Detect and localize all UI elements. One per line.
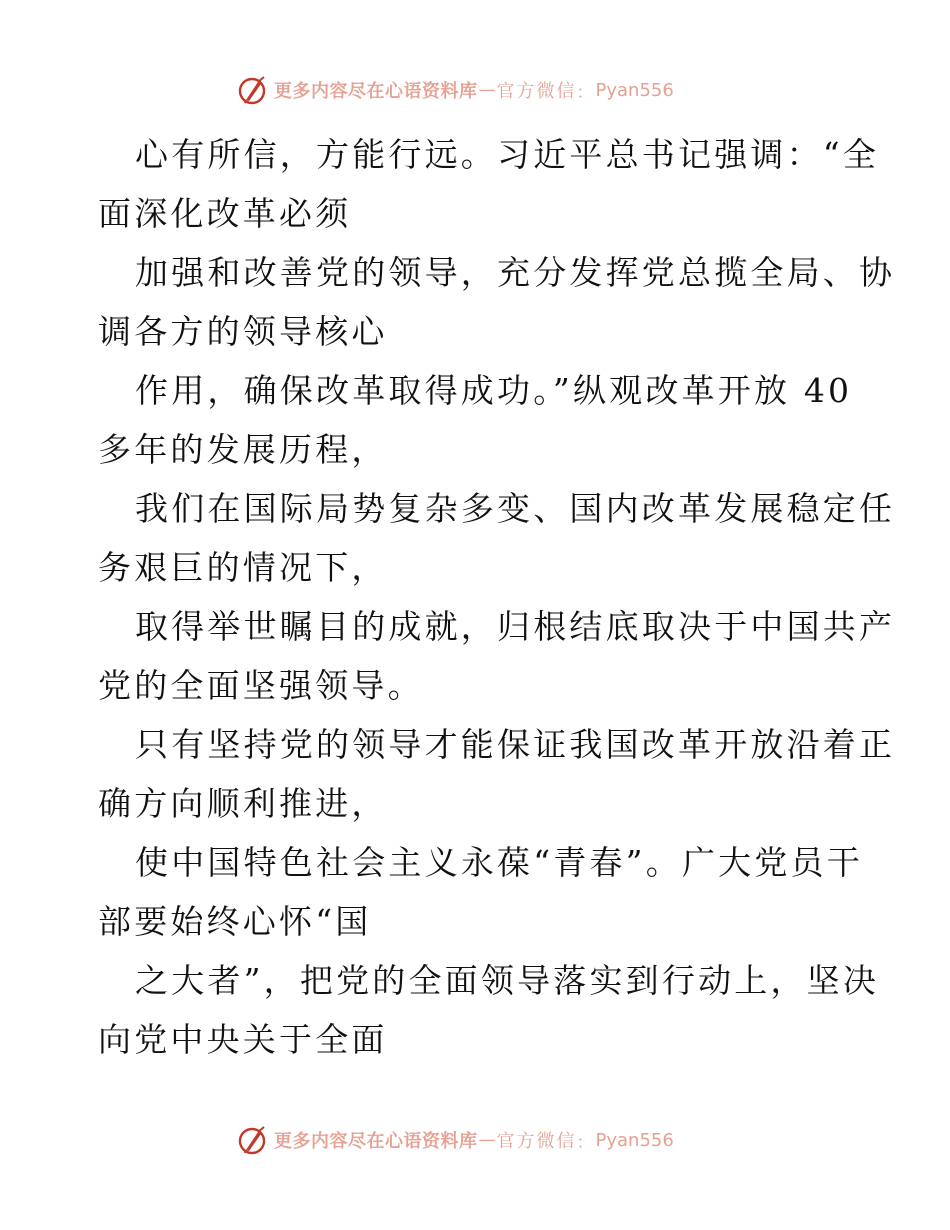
body-line-8: 务艰巨的情况下， — [98, 548, 388, 587]
banner-separator: — — [478, 80, 496, 100]
body-line-4: 调各方的领导核心 — [98, 312, 388, 351]
banner-colon: ： — [576, 1132, 594, 1153]
body-line-5: 作用，确保改革取得成功。”纵观改革开放 40 — [135, 371, 853, 410]
body-line-12: 确方向顺利推进， — [98, 784, 388, 823]
body-line-3: 加强和改善党的领导，充分发挥党总揽全局、协 — [135, 253, 896, 292]
banner-wechat-label: 官方微信 — [496, 1131, 577, 1152]
body-line-7: 我们在国际局势复杂多变、国内改革发展稳定任 — [135, 489, 896, 528]
banner-text: 更多内容尽在心语资料库 — [274, 1131, 478, 1152]
body-line-6: 多年的发展历程， — [98, 430, 388, 469]
banner-wechat-id: Pyan556 — [595, 79, 674, 101]
body-line-2: 面深化改革必须 — [98, 194, 352, 233]
body-line-10: 党的全面坚强领导。 — [98, 666, 424, 705]
body-line-1: 心有所信，方能行远。习近平总书记强调：“全 — [135, 135, 880, 174]
banner-colon: ： — [576, 82, 594, 103]
document-body — [98, 125, 896, 1069]
body-line-16: 向党中央关于全面 — [98, 1020, 388, 1059]
quill-pen-logo-icon — [236, 1124, 268, 1156]
banner-separator: — — [478, 1130, 496, 1150]
body-line-14: 部要始终心怀“国 — [98, 902, 372, 941]
quill-pen-logo-icon — [236, 74, 268, 106]
body-line-13: 使中国特色社会主义永葆“青春”。广大党员干 — [135, 843, 863, 882]
banner-text: 更多内容尽在心语资料库 — [274, 81, 478, 102]
footer-banner — [236, 1122, 674, 1158]
header-banner — [236, 72, 674, 108]
body-line-11: 只有坚持党的领导才能保证我国改革开放沿着正 — [135, 725, 896, 764]
banner-wechat-label: 官方微信 — [496, 81, 577, 102]
body-line-9: 取得举世瞩目的成就，归根结底取决于中国共产 — [135, 607, 896, 646]
banner-wechat-id: Pyan556 — [595, 1129, 674, 1151]
body-line-15: 之大者”，把党的全面领导落实到行动上，坚决 — [135, 961, 880, 1000]
